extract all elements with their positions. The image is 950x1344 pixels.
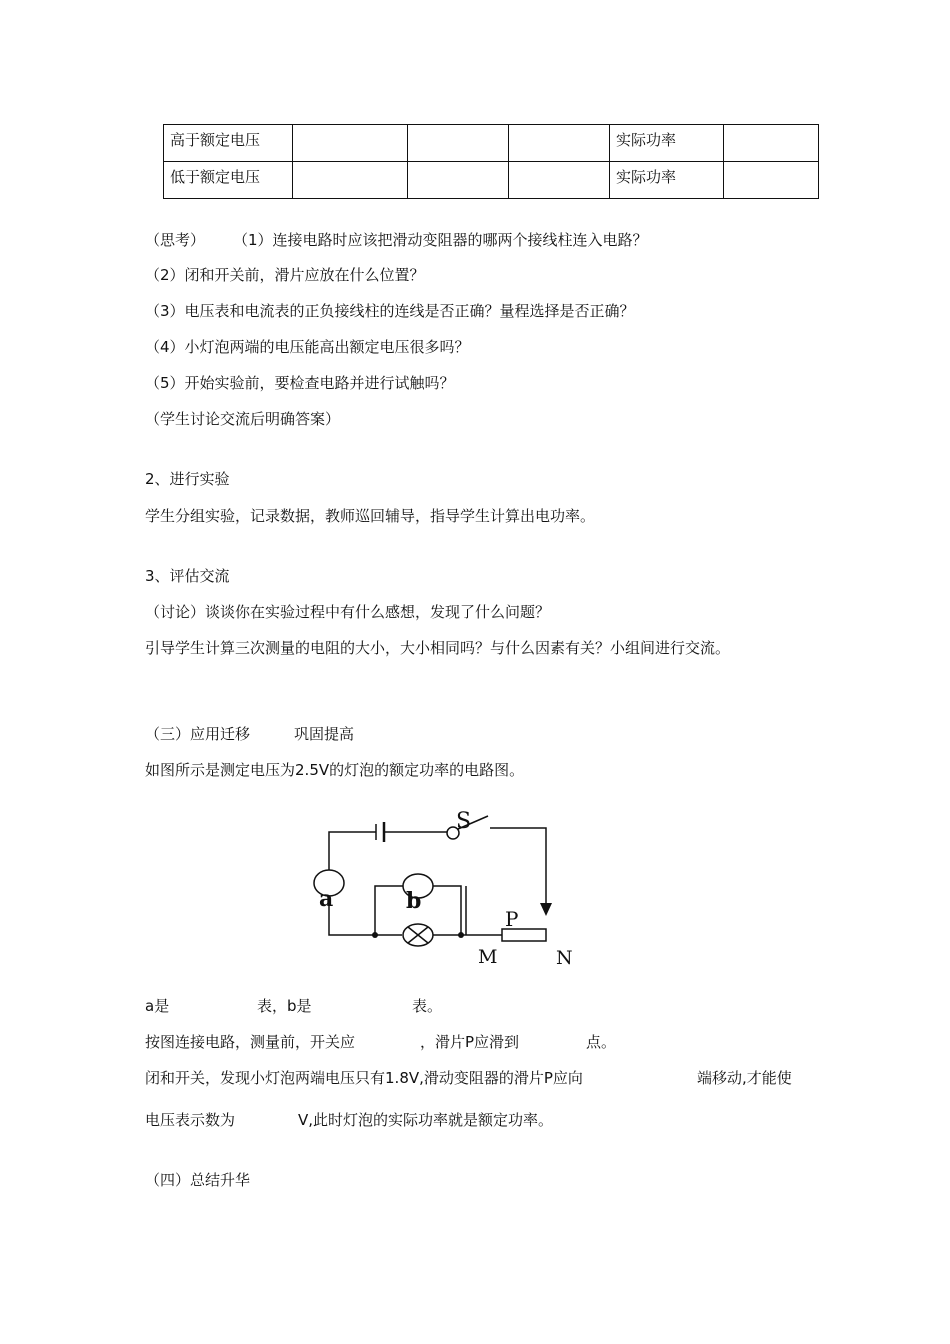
table-row <box>164 162 819 199</box>
slider-arrow-icon <box>540 903 552 916</box>
question3-part-a: 闭和开关，发现小灯泡两端电压只有1.8V,滑动变阻器的滑片P应向 <box>145 1069 583 1087</box>
question1-part-b: 表，b是 <box>257 997 312 1015</box>
label-m: M <box>478 946 498 968</box>
section3-discuss: （讨论）谈谈你在实验过程中有什么感想，发现了什么问题？ <box>145 603 551 621</box>
think-prefix: （思考） <box>145 231 206 249</box>
section3-body: 引导学生计算三次测量的电阻的大小，大小相同吗？与什么因素有关？小组间进行交流。 <box>145 639 731 657</box>
part4-title: （四）总结升华 <box>145 1171 251 1189</box>
question4-part-b: V,此时灯泡的实际功率就是额定功率。 <box>298 1111 554 1129</box>
part3-intro: 如图所示是测定电压为2.5V的灯泡的额定功率的电路图。 <box>145 761 525 779</box>
table-cell <box>408 125 509 162</box>
think-q2: （2）闭和开关前，滑片应放在什么位置？ <box>145 266 425 284</box>
section2-body: 学生分组实验，记录数据，教师巡回辅导，指导学生计算出电功率。 <box>145 507 596 525</box>
think-q1: （1）连接电路时应该把滑动变阻器的哪两个接线柱连入电路？ <box>233 231 648 249</box>
table-row <box>164 125 819 162</box>
label-a: a <box>319 886 334 912</box>
table-cell <box>408 162 509 199</box>
section3-title: 3、评估交流 <box>145 567 230 585</box>
label-b: b <box>406 888 422 914</box>
think-q3: （3）电压表和电流表的正负接线柱的连线是否正确？量程选择是否正确？ <box>145 302 635 320</box>
label-n: N <box>556 947 573 969</box>
question2-part-b: ，滑片P应滑到 <box>420 1033 520 1051</box>
part3-title-a: （三）应用迁移 <box>145 725 251 743</box>
junction-dot <box>458 932 464 938</box>
question4-part-a: 电压表示数为 <box>145 1111 236 1129</box>
data-table <box>163 124 819 199</box>
table-cell <box>724 125 819 162</box>
question2-part-a: 按图连接电路，测量前，开关应 <box>145 1033 356 1051</box>
table-cell-label: 高于额定电压 <box>164 125 293 162</box>
table-cell <box>293 125 408 162</box>
junction-dot <box>372 932 378 938</box>
table-cell <box>724 162 819 199</box>
table-cell <box>509 125 610 162</box>
table-cell <box>509 162 610 199</box>
table-cell <box>293 162 408 199</box>
think-q4: （4）小灯泡两端的电压能高出额定电压很多吗？ <box>145 338 470 356</box>
table-cell-power: 实际功率 <box>610 162 724 199</box>
table-cell-label: 低于额定电压 <box>164 162 293 199</box>
section2-title: 2、进行实验 <box>145 470 230 488</box>
label-s: S <box>456 809 472 834</box>
part3-title-b: 巩固提高 <box>294 725 355 743</box>
think-note: （学生讨论交流后明确答案） <box>145 410 341 428</box>
circuit-diagram <box>300 800 620 975</box>
question2-part-c: 点。 <box>586 1033 617 1051</box>
question1-part-a: a是 <box>145 997 170 1015</box>
label-p: P <box>505 907 519 931</box>
think-q5: （5）开始实验前，要检查电路并进行试触吗？ <box>145 374 455 392</box>
question1-part-c: 表。 <box>412 997 443 1015</box>
table-cell-power: 实际功率 <box>610 125 724 162</box>
question3-part-b: 端移动,才能使 <box>697 1069 792 1087</box>
